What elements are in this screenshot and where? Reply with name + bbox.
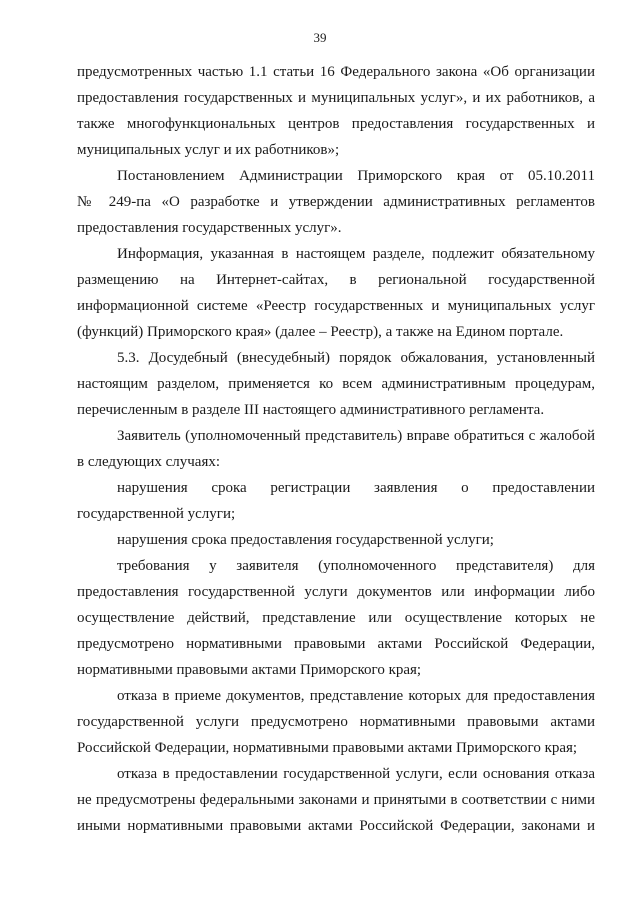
text-line: Постановлением Администрации Приморского края от 05.10.2011: [117, 168, 595, 184]
text-line: предусмотренных частью 1.1 статьи 16 Федерального закона «Об организации: [77, 64, 595, 80]
text-line: нормативными правовыми актами Приморского края;: [77, 662, 422, 678]
text-line: муниципальных услуг и их работников»;: [77, 142, 340, 158]
text-line: (функций) Приморского края» (далее – Реестр), а также на Едином портале.: [77, 324, 564, 340]
text-line: государственной услуги;: [77, 506, 236, 522]
text-line: 5.3. Досудебный (внесудебный) порядок обжалования, установленный: [117, 350, 595, 366]
text-line: размещению на Интернет-сайтах, в региональной государственной: [77, 272, 595, 288]
text-line: предусмотрено нормативными правовыми актами Российской Федерации,: [77, 636, 595, 652]
text-line: государственной услуги предусмотрено нормативными правовыми актами: [77, 714, 595, 730]
text-line: Российской Федерации, нормативными правовыми актами Приморского края;: [77, 740, 578, 756]
text-line: также многофункциональных центров предоставления государственных и: [77, 116, 595, 132]
text-line: предоставления государственных услуг».: [77, 220, 342, 236]
text-line: перечисленным в разделе III настоящего административного регламента.: [77, 402, 545, 418]
text-line: иными нормативными правовыми актами Российской Федерации, законами и: [77, 818, 595, 834]
text-line: нарушения срока регистрации заявления о предоставлении: [117, 480, 595, 496]
text-line: настоящим разделом, применяется ко всем административным процедурам,: [77, 376, 595, 392]
text-line: информационной системе «Реестр государственных и муниципальных услуг: [77, 298, 595, 314]
text-line: в следующих случаях:: [77, 454, 221, 470]
page-number: 39: [313, 30, 327, 45]
text-line: предоставления государственной услуги документов или информации либо: [77, 584, 595, 600]
text-line: осуществление действий, представление или осуществление которых не: [77, 610, 595, 626]
text-line: Информация, указанная в настоящем разделе, подлежит обязательному: [117, 246, 595, 262]
text-line: № 249-па «О разработке и утверждении административных регламентов: [77, 194, 595, 210]
text-line: нарушения срока предоставления государственной услуги;: [117, 532, 494, 548]
text-line: отказа в предоставлении государственной услуги, если основания отказа: [117, 766, 595, 782]
text-line: отказа в приеме документов, представление которых для предоставления: [117, 688, 595, 704]
text-line: Заявитель (уполномоченный представитель) вправе обратиться с жалобой: [117, 428, 595, 444]
text-line: не предусмотрены федеральными законами и принятыми в соответствии с ними: [77, 792, 595, 808]
text-line: предоставления государственных и муниципальных услуг», и их работников, а: [77, 90, 595, 106]
text-line: требования у заявителя (уполномоченного представителя) для: [117, 558, 595, 574]
